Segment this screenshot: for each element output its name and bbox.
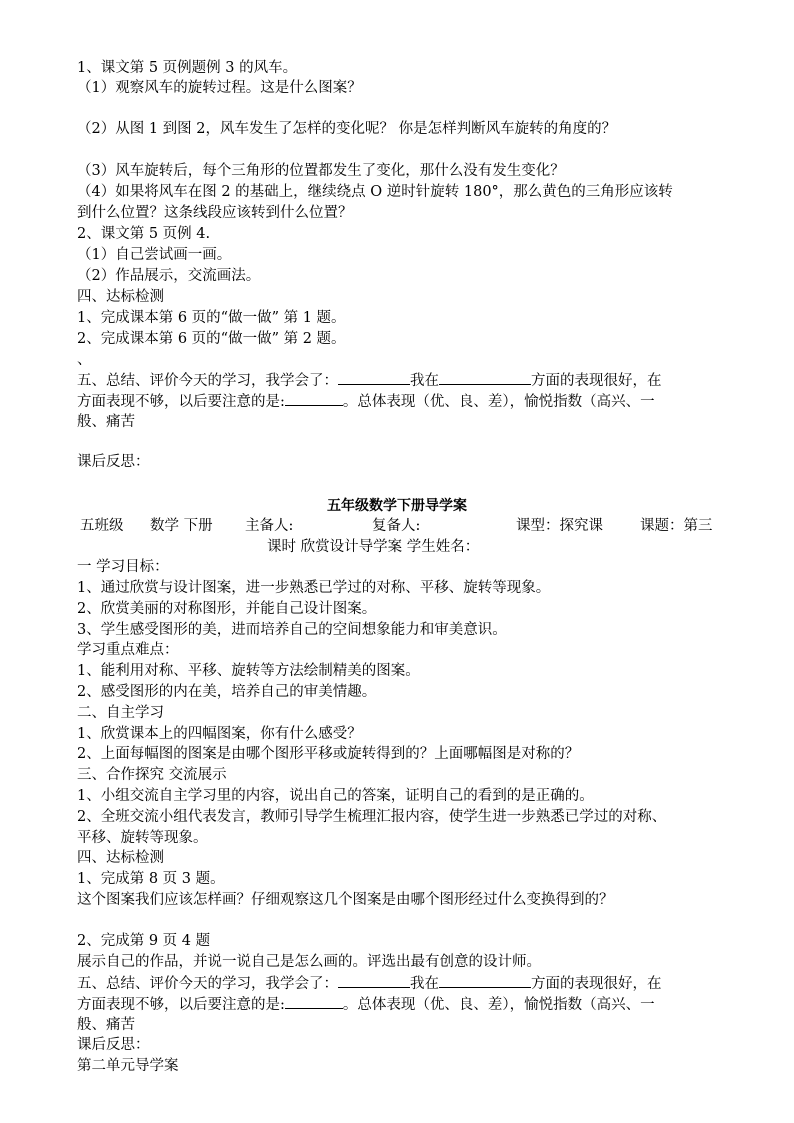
topic-label: 课题：第三 (640, 518, 713, 534)
text-line: 2、完成第 9 页 4 题 (77, 933, 211, 949)
text-line: 1、完成第 8 页 3 题。 (77, 871, 225, 887)
next-unit-heading: 第二单元导学案 (77, 1058, 179, 1074)
section-heading: 一 学习目标： (77, 559, 169, 575)
summary-line (77, 370, 662, 391)
main-preparer-label: 主备人: (245, 518, 294, 534)
section-heading: 三、合作探究 交流展示 (77, 767, 227, 783)
text-line: 1、完成课本第 6 页的“做一做” 第 1 题。 (77, 310, 346, 326)
section-heading: 四、达标检测 (77, 289, 164, 305)
summary-text: 方面表现不够，以后要注意的是: (77, 997, 285, 1013)
summary-line (77, 973, 662, 994)
text-line: 、 (77, 352, 92, 368)
summary-text: 方面表现不够，以后要注意的是: (77, 394, 285, 410)
page-title: 五年级数学下册导学案 (327, 498, 467, 514)
summary-line (77, 391, 655, 412)
text-line: 这个图案我们应该怎样画？仔细观察这几个图案是由哪个图形经过什么变换得到的？ (77, 892, 614, 908)
summary-text: 五、总结、评价今天的学习，我学会了： (77, 373, 338, 389)
summary-text: 。总体表现（优、良、差），愉悦指数（高兴、一 (342, 394, 655, 410)
lesson-type-label: 课型：探究课 (516, 518, 603, 534)
text-line: （2）从图 1 到图 2，风车发生了怎样的变化呢？ 你是怎样判断风车旋转的角度的？ (77, 121, 617, 137)
text-line: 到什么位置？这条线段应该转到什么位置？ (77, 205, 353, 221)
summary-text: 。总体表现（优、良、差），愉悦指数（高兴、一 (342, 997, 655, 1013)
summary-text: 我在 (410, 976, 439, 992)
text-line: 1、小组交流自主学习里的内容，说出自己的答案，证明自己的看到的是正确的。 (77, 788, 594, 804)
text-line: 1、欣赏课本上的四幅图案，你有什么感受？ (77, 726, 362, 742)
section-heading: 学习重点难点： (77, 642, 179, 658)
text-line: 1、通过欣赏与设计图案，进一步熟悉已学过的对称、平移、旋转等现象。 (77, 580, 551, 596)
section-heading: 二、自主学习 (77, 705, 164, 721)
summary-line (77, 994, 655, 1015)
text-line: 3、学生感受图形的美，进而培养自己的空间想象能力和审美意识。 (77, 622, 507, 638)
blank-line[interactable] (439, 370, 531, 385)
text-line: （2）作品展示，交流画法。 (77, 268, 261, 284)
blank-line[interactable] (338, 973, 410, 988)
text-line: 2、上面每幅图的图案是由哪个图形平移或旋转得到的？上面哪幅图是对称的？ (77, 746, 580, 762)
text-line: 1、课文第 5 页例题例 3 的风车。 (77, 60, 298, 76)
blank-line[interactable] (285, 994, 343, 1009)
summary-text: 方面的表现很好，在 (531, 373, 662, 389)
text-line: 1、能利用对称、平移、旋转等方法绘制精美的图案。 (77, 663, 420, 679)
class-label: 五班级 (80, 518, 124, 534)
text-line: （1）观察风车的旋转过程。这是什么图案？ (77, 80, 362, 96)
blank-line[interactable] (439, 973, 531, 988)
summary-line: 般、痛苦 (77, 414, 135, 430)
text-line: 2、课文第 5 页例 4. (77, 226, 211, 242)
text-line: （1）自己尝试画一画。 (77, 247, 232, 263)
section-heading: 四、达标检测 (77, 850, 164, 866)
summary-text: 方面的表现很好，在 (531, 976, 662, 992)
reflection-label: 课后反思： (77, 1037, 150, 1053)
summary-text: 五、总结、评价今天的学习，我学会了： (77, 976, 338, 992)
topic-continued: 课时 欣赏设计导学案 学生姓名： (267, 539, 480, 555)
subject-label: 数学 下册 (150, 518, 213, 534)
text-line: 2、完成课本第 6 页的“做一做” 第 2 题。 (77, 331, 346, 347)
text-line: 平移、旋转等现象。 (77, 830, 208, 846)
summary-text: 我在 (410, 373, 439, 389)
text-line: 2、感受图形的内在美，培养自己的审美情趣。 (77, 684, 377, 700)
text-line: 2、欣赏美丽的对称图形，并能自己设计图案。 (77, 601, 377, 617)
blank-line[interactable] (338, 370, 410, 385)
blank-line[interactable] (285, 391, 343, 406)
summary-line: 般、痛苦 (77, 1017, 135, 1033)
co-preparer-label: 复备人: (372, 518, 421, 534)
text-line: （3）风车旋转后，每个三角形的位置都发生了变化，那什么没有发生变化？ (77, 163, 565, 179)
text-line: 展示自己的作品，并说一说自己是怎么画的。评选出最有创意的设计师。 (77, 954, 541, 970)
reflection-label: 课后反思： (77, 454, 150, 470)
text-line: 2、全班交流小组代表发言，教师引导学生梳理汇报内容，使学生进一步熟悉已学过的对称、 (77, 809, 667, 825)
text-line: （4）如果将风车在图 2 的基础上，继续绕点 O 逆时针旋转 180°，那么黄色的三角形应该转 (77, 184, 673, 200)
